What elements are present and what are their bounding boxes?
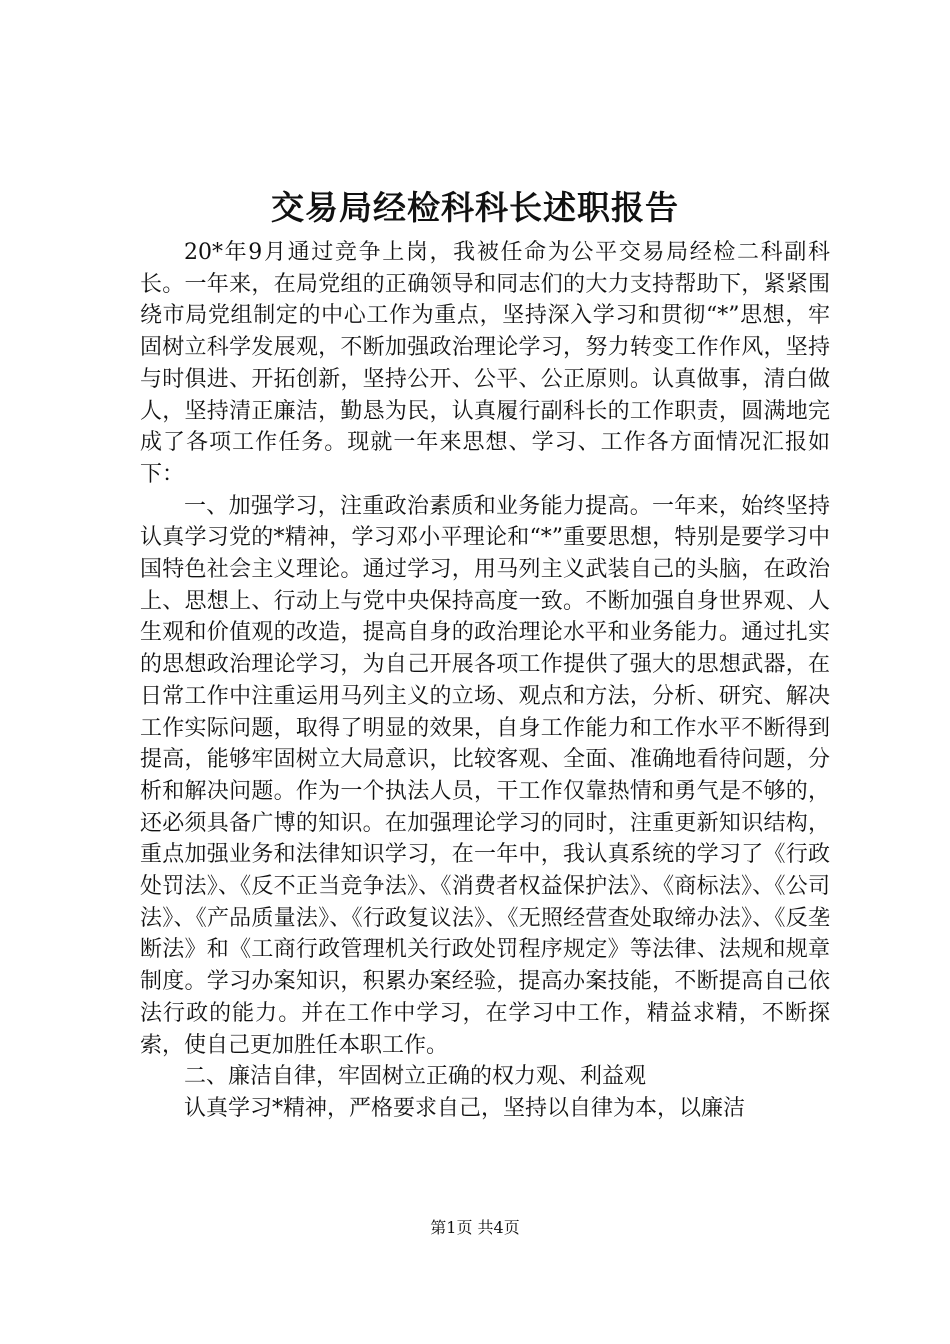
paragraph-section-one: 一、加强学习，注重政治素质和业务能力提高。一年来，始终坚持认真学习党的*精神，学习邓小平理论和“*”重要思想，特别是要学习中国特色社会主义理论。通过学习，用马列主义武装自己的头脑，在政治上、思想上、行动上与党中央保持高度一致。不断加强自身世界观、人生观和价值观的改造，提高自身的政治理论水平和业务能力。通过扎实的思想政治理论学习，为自己开展各项工作提供了强大的思想武器，在日常工作中注重运用马列主义的立场、观点和方法，分析、研究、解决工作实际问题，取得了明显的效果，自身工作能力和工作水平不断得到提高，能够牢固树立大局意识，比较客观、全面、准确地看待问题，分析和解决问题。作为一个执法人员，干工作仅靠热情和勇气是不够的，还必须具备广博的知识。在加强理论学习的同时，注重更新知识结构，重点加强业务和法律知识学习，在一年中，我认真系统的学习了《行政处罚法》、《反不正当竞争法》、《消费者权益保护法》、《商标法》、《公司法》、《产品质量法》、《行政复议法》、《无照经营查处取缔办法》、《反垄断法》和《工商行政管理机关行政处罚程序规定》等法律、法规和规章制度。学习办案知识，积累办案经验，提高办案技能，不断提高自己依法行政的能力。并在工作中学习，在学习中工作，精益求精，不断探索，使自己更加胜任本职工作。: [140, 493, 830, 1058]
paragraph-section-two: 认真学习*精神，严格要求自己，坚持以自律为本，以廉洁: [184, 1095, 746, 1121]
section-heading-two: 二、廉洁自律，牢固树立正确的权力观、利益观: [184, 1064, 647, 1090]
page-footer: 第1页 共4页: [430, 1218, 520, 1237]
paragraph-intro: 20*年9月通过竞争上岗，我被任命为公平交易局经检二科副科长。一年来，在局党组的正确领导和同志们的大力支持帮助下，紧紧围绕市局党组制定的中心工作为重点，坚持深入学习和贯彻“*”思想，牢固树立科学发展观，不断加强政治理论学习，努力转变工作作风，坚持与时俱进、开拓创新，坚持公开、公平、公正原则。认真做事，清白做人，坚持清正廉洁，勤恳为民，认真履行副科长的工作职责，圆满地完成了各项工作任务。现就一年来思想、学习、工作各方面情况汇报如下：: [140, 240, 830, 487]
document-body: [140, 237, 830, 1125]
document-title: 交易局经检科科长述职报告: [271, 188, 679, 227]
